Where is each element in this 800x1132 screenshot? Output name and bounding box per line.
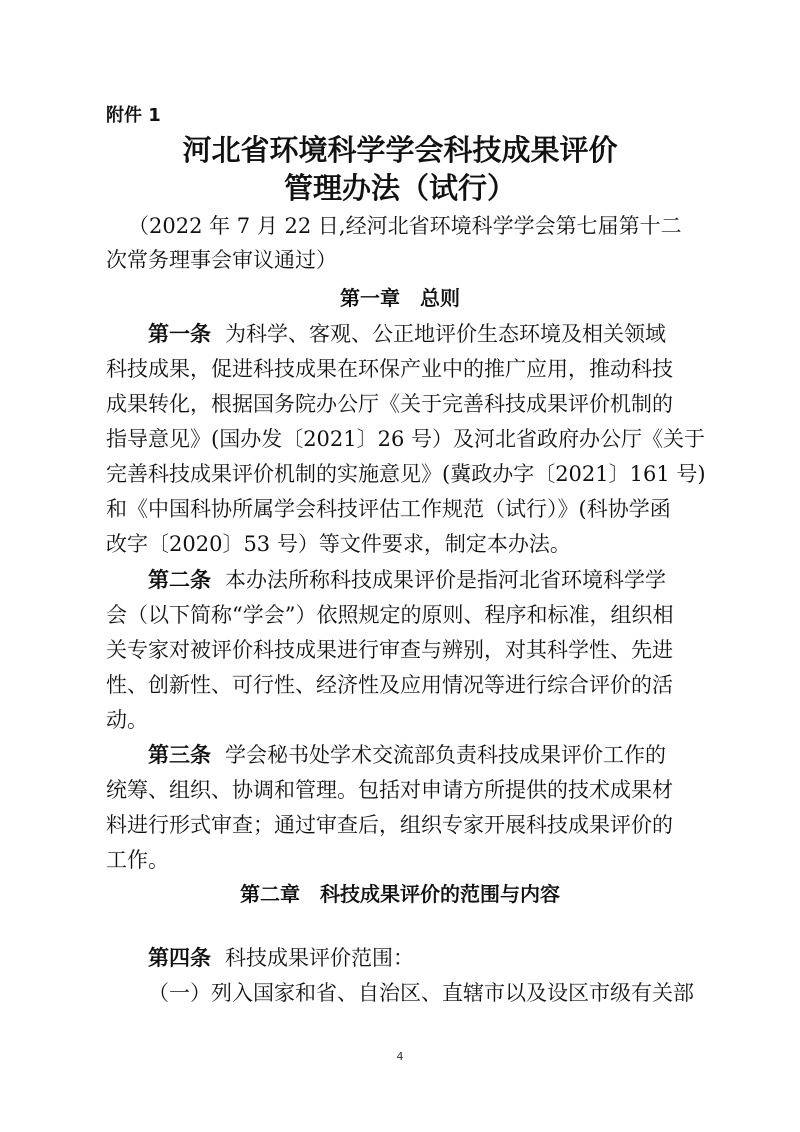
article-1-text: 为科学、客观、公正地评价生态环境及相关领域 [225, 322, 666, 346]
article-2-line: 关专家对被评价科技成果进行审查与辨别，对其科学性、先进 [106, 638, 673, 662]
article-3-first-line [148, 741, 666, 769]
article-2-first-line [148, 566, 666, 594]
article-3-line: 料进行形式审查；通过审查后，组织专家开展科技成果评价的 [106, 813, 673, 837]
attachment-label: 附件 1 [106, 105, 161, 126]
document-title-line-2: 管理办法（试行） [283, 171, 516, 205]
article-1-first-line [148, 320, 666, 348]
article-1-line: 科技成果，促进科技成果在环保产业中的推广应用，推动科技 [106, 357, 673, 381]
article-3-label: 第三条 [148, 742, 211, 767]
page-number: 4 [396, 1050, 404, 1063]
article-1-line: 改字〔2020〕53 号）等文件要求，制定本办法。 [106, 532, 571, 556]
article-1-label: 第一条 [148, 321, 211, 346]
article-4-first-line [148, 944, 414, 972]
article-2-label: 第二条 [148, 567, 211, 592]
article-3-text: 学会秘书处学术交流部负责科技成果评价工作的 [225, 743, 666, 767]
article-1-line: 和《中国科协所属学会科技评估工作规范（试行）》(科协学函 [106, 497, 671, 521]
chapter-2-heading: 第二章 科技成果评价的范围与内容 [240, 882, 560, 906]
article-4-text: 科技成果评价范围： [225, 946, 414, 970]
article-2-line: 动。 [106, 708, 148, 732]
article-1-line: 完善科技成果评价机制的实施意见》(冀政办字〔2021〕161 号) [106, 462, 706, 486]
article-4-label: 第四条 [148, 945, 211, 970]
article-1-line: 成果转化，根据国务院办公厅《关于完善科技成果评价机制的 [106, 392, 673, 416]
article-2-line: 会（以下简称“学会”）依照规定的原则、程序和标准，组织相 [106, 603, 674, 627]
article-2-text: 本办法所称科技成果评价是指河北省环境科学学 [225, 568, 666, 592]
article-4-line: （一）列入国家和省、自治区、直辖市以及设区市级有关部 [148, 981, 694, 1005]
approval-note-line-2: 次常务理事会审议通过） [106, 248, 337, 272]
approval-note-line-1: （2022 年 7 月 22 日,经河北省环境科学学会第七届第十二 [128, 214, 682, 238]
article-3-line: 统筹、组织、协调和管理。包括对申请方所提供的技术成果材 [106, 778, 673, 802]
article-3-line: 工作。 [106, 848, 169, 872]
article-2-line: 性、创新性、可行性、经济性及应用情况等进行综合评价的活 [106, 673, 673, 697]
chapter-1-heading: 第一章 总则 [340, 286, 460, 310]
document-title-line-1: 河北省环境科学学会科技成果评价 [182, 133, 618, 167]
article-1-line: 指导意见》(国办发〔2021〕26 号）及河北省政府办公厅《关于 [106, 427, 706, 451]
